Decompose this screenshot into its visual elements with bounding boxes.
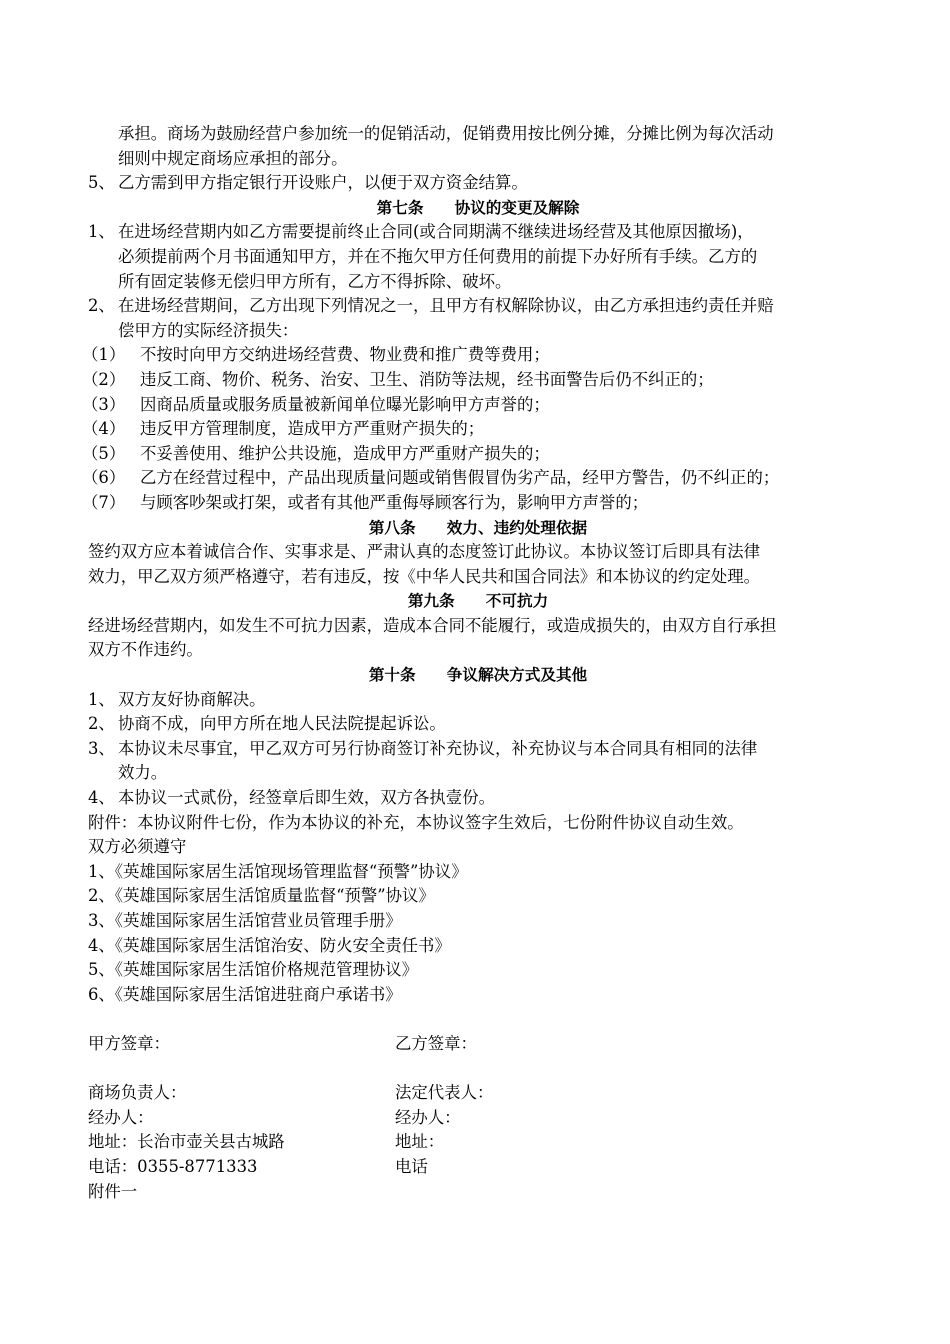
item-text: 双方友好协商解决。 <box>118 689 266 709</box>
mall-head-label: 商场负责人： <box>88 1083 187 1103</box>
attachments-line-2: 双方必须遵守 <box>88 837 187 857</box>
article-8-line-2: 效力，甲乙双方须严格遵守，若有违反，按《中华人民共和国合同法》和本协议的约定处理。 <box>88 566 761 586</box>
handler-b-label: 经办人： <box>395 1107 461 1127</box>
article-7-item-2 <box>88 294 868 319</box>
signature-handler-row <box>88 1106 868 1131</box>
article-10-item-3 <box>88 737 868 762</box>
attachment-item: 3、《英雄国际家居生活馆营业员管理手册》 <box>88 911 402 930</box>
item-text: 在进场经营期间，乙方出现下列情况之一，且甲方有权解除协议，由乙方承担违约责任并赔 <box>118 296 774 316</box>
item-number: 4、 <box>88 788 115 808</box>
list-item <box>82 491 868 516</box>
article-7-item-2-line-2: 偿甲方的实际经济损失： <box>118 320 299 340</box>
article-10-item-1 <box>88 688 868 713</box>
list-item <box>82 442 868 467</box>
article-9-heading: 第九条 不可抗力 <box>407 592 549 611</box>
item-text: 协商不成，向甲方所在地人民法院提起诉讼。 <box>118 714 446 734</box>
attachment-item: 2、《英雄国际家居生活馆质量监督“预警”协议》 <box>88 886 435 906</box>
legal-rep-label: 法定代表人： <box>395 1083 494 1103</box>
article-10-heading: 第十条 争议解决方式及其他 <box>368 666 588 685</box>
subitem-number: （5） <box>82 443 126 463</box>
article-10-item-2 <box>88 712 868 737</box>
attachments-line-1: 附件：本协议附件七份，作为本协议的补充，本协议签字生效后，七份附件协议自动生效。 <box>88 812 744 832</box>
list-item <box>82 417 868 442</box>
subitem-number: （1） <box>82 345 126 365</box>
item-number: 1、 <box>88 222 115 242</box>
address-b-label: 地址： <box>395 1132 445 1152</box>
signature-rep-row <box>88 1081 868 1106</box>
subitem-number: （3） <box>82 394 126 414</box>
signature-seal-row <box>88 1032 868 1057</box>
item-number: 2、 <box>88 714 115 734</box>
address-a-label: 地址：长治市壶关县古城路 <box>88 1132 285 1152</box>
subitem-text: 不按时向甲方交纳进场经营费、物业费和推广费等费用； <box>140 345 550 365</box>
article-7-item-1-line-2: 必须提前两个月书面通知甲方，并在不拖欠甲方任何费用的前提下办好所有手续。乙方的 <box>118 246 758 266</box>
article-10-item-4 <box>88 786 868 811</box>
intro-item-5 <box>88 171 868 196</box>
item-number: 2、 <box>88 296 115 316</box>
party-a-seal-label: 甲方签章： <box>88 1033 170 1053</box>
subitem-text: 不妥善使用、维护公共设施，造成甲方严重财产损失的； <box>140 443 550 463</box>
item-text: 本协议一式贰份，经签章后即生效，双方各执壹份。 <box>118 788 495 808</box>
attachment-item: 4、《英雄国际家居生活馆治安、防火安全责任书》 <box>88 935 451 955</box>
subitem-text: 因商品质量或服务质量被新闻单位曝光影响甲方声誉的； <box>140 394 550 414</box>
signature-phone-row <box>88 1155 868 1180</box>
phone-a-label: 电话：0355-8771333 <box>88 1156 258 1176</box>
intro-line-2: 细则中规定商场应承担的部分。 <box>118 148 348 168</box>
item-text: 在进场经营期内如乙方需要提前终止合同(或合同期满不继续进场经营及其他原因撤场)， <box>118 222 754 242</box>
handler-a-label: 经办人： <box>88 1107 154 1127</box>
subitem-text: 违反甲方管理制度，造成甲方严重财产损失的； <box>140 419 485 439</box>
article-10-item-3-line-2: 效力。 <box>118 763 168 783</box>
subitem-number: （4） <box>82 419 126 439</box>
list-item <box>82 368 868 393</box>
article-7-item-1 <box>88 220 868 245</box>
item-number: 1、 <box>88 689 115 709</box>
list-item <box>82 393 868 418</box>
list-item <box>82 466 868 491</box>
spacer <box>88 1057 868 1082</box>
attachment-item: 5、《英雄国际家居生活馆价格规范管理协议》 <box>88 960 419 980</box>
document-page <box>82 122 868 1204</box>
party-b-seal-label: 乙方签章： <box>395 1033 477 1053</box>
article-7-item-1-line-3: 所有固定装修无偿归甲方所有，乙方不得拆除、破坏。 <box>118 271 512 291</box>
item-number: 3、 <box>88 738 115 758</box>
article-7-heading: 第七条 协议的变更及解除 <box>376 198 580 217</box>
article-8-line-1: 签约双方应本着诚信合作、实事求是、严肃认真的态度签订此协议。本协议签订后即具有法律 <box>88 542 761 562</box>
article-7-subitems <box>82 343 868 515</box>
item-text: 乙方需到甲方指定银行开设账户，以便于双方资金结算。 <box>118 173 528 193</box>
subitem-number: （2） <box>82 369 126 389</box>
subitem-number: （6） <box>82 468 126 488</box>
list-item <box>82 343 868 368</box>
attachment-item: 1、《英雄国际家居生活馆现场管理监督“预警”协议》 <box>88 861 468 881</box>
subitem-text: 乙方在经营过程中，产品出现质量问题或销售假冒伪劣产品，经甲方警告，仍不纠正的； <box>140 468 780 488</box>
signature-address-row <box>88 1130 868 1155</box>
article-8-heading: 第八条 效力、违约处理依据 <box>368 518 588 537</box>
item-text: 本协议未尽事宜，甲乙双方可另行协商签订补充协议，补充协议与本合同具有相同的法律 <box>118 738 758 758</box>
phone-b-label: 电话 <box>395 1156 428 1176</box>
attachment-item: 6、《英雄国际家居生活馆进驻商户承诺书》 <box>88 984 402 1004</box>
spacer <box>88 1007 868 1032</box>
article-9-line-1: 经进场经营期内，如发生不可抗力因素，造成本合同不能履行，或造成损失的，由双方自行承担 <box>88 615 777 635</box>
item-number: 5、 <box>88 173 115 193</box>
annex-label: 附件一 <box>88 1181 138 1201</box>
subitem-text: 与顾客吵架或打架，或者有其他严重侮辱顾客行为，影响甲方声誉的； <box>140 492 649 512</box>
subitem-number: （7） <box>82 492 126 512</box>
article-9-line-2: 双方不作违约。 <box>88 640 203 660</box>
intro-line-1: 承担。商场为鼓励经营户参加统一的促销活动，促销费用按比例分摊，分摊比例为每次活动 <box>118 124 774 143</box>
subitem-text: 违反工商、物价、税务、治安、卫生、消防等法规，经书面警告后仍不纠正的； <box>140 369 714 389</box>
